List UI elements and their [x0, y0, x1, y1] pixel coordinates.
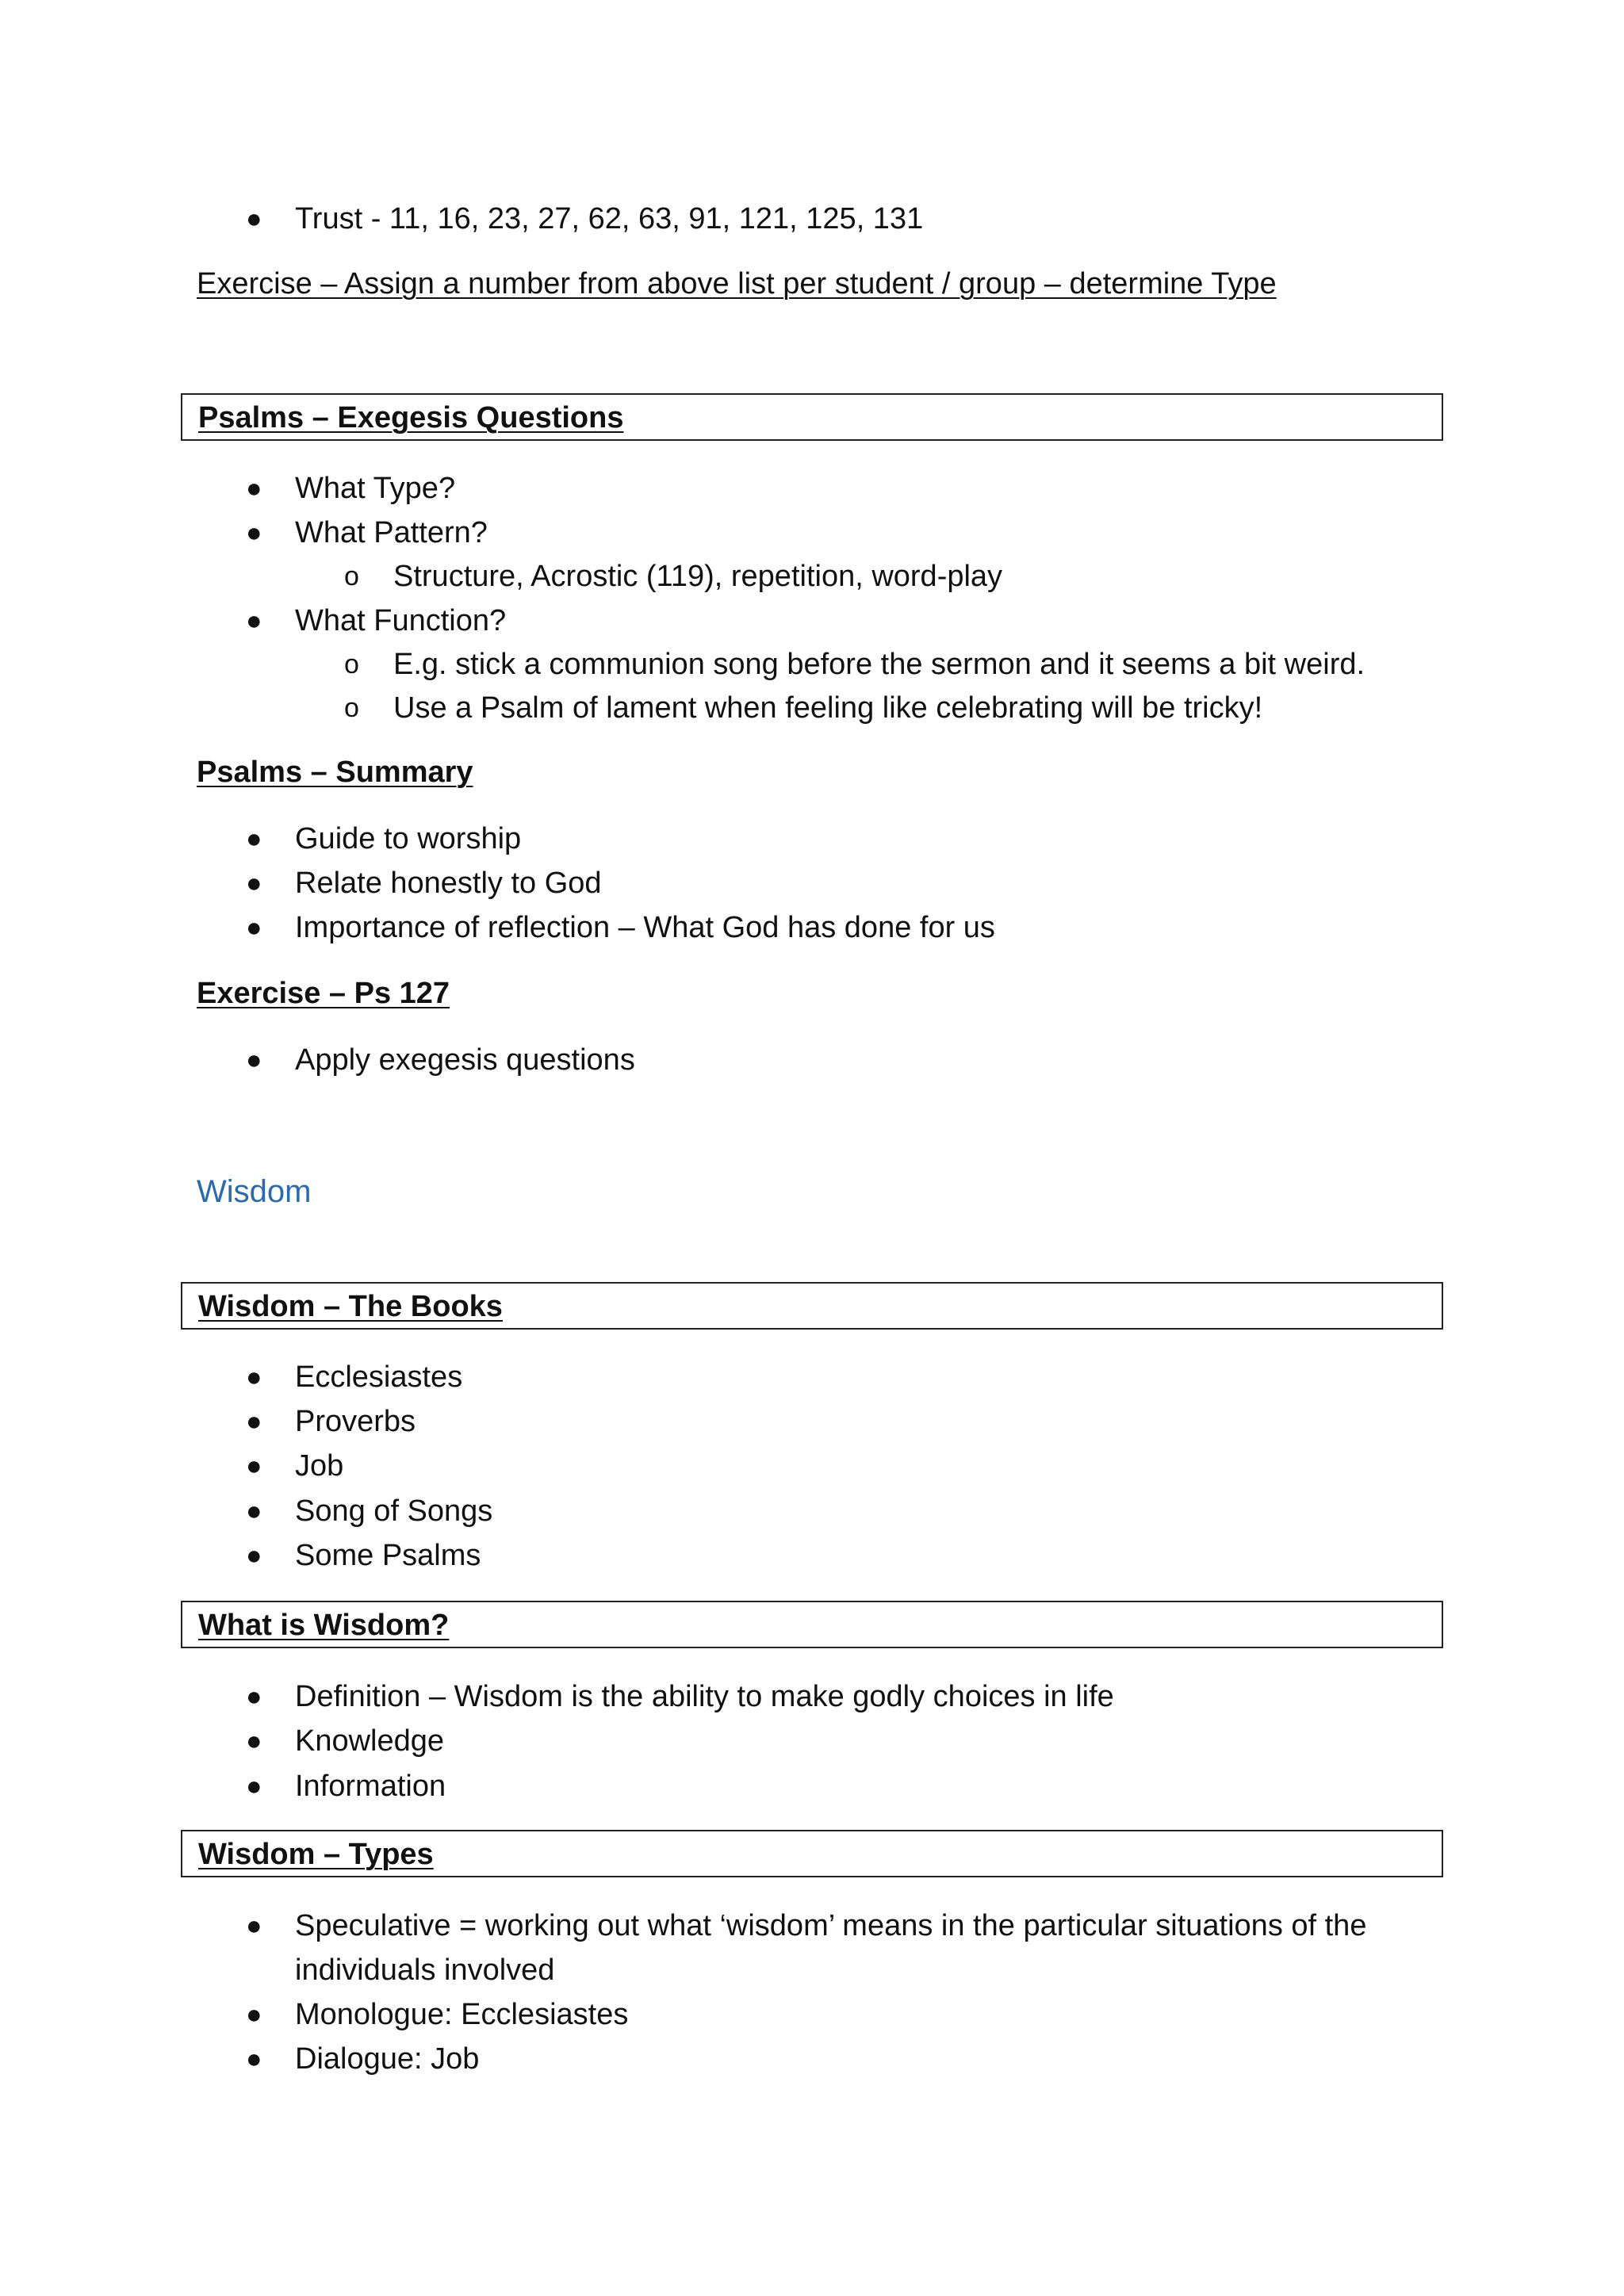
exercise-ps-title: Exercise – Ps 127: [197, 977, 450, 1010]
exercise-assign-line: Exercise – Assign a number from above list per student / group – determine Type: [197, 267, 1277, 300]
bullet-icon: ●: [246, 473, 262, 503]
list-item: Apply exegesis questions: [295, 1043, 635, 1077]
books-heading-box: [181, 1282, 1443, 1330]
bullet-icon: ●: [246, 204, 262, 234]
exegesis-title: Psalms – Exegesis Questions: [198, 401, 624, 434]
bullet-icon: ●: [246, 1362, 262, 1392]
bullet-icon: ●: [246, 824, 262, 854]
bullet-icon: ●: [246, 1999, 262, 2030]
list-item: Guide to worship: [295, 822, 522, 855]
sub-bullet-icon: o: [344, 693, 359, 723]
list-item: What Type?: [295, 472, 456, 505]
bullet-icon: ●: [246, 1726, 262, 1756]
sub-bullet-icon: o: [344, 649, 359, 679]
bullet-icon: ●: [246, 1406, 262, 1437]
bullet-icon: ●: [246, 1496, 262, 1526]
list-item: Job: [295, 1449, 344, 1483]
sub-list-item: Use a Psalm of lament when feeling like celebrating will be tricky!: [393, 691, 1263, 725]
list-item: Ecclesiastes: [295, 1360, 463, 1394]
list-item: Proverbs: [295, 1405, 416, 1438]
bullet-icon: ●: [246, 1451, 262, 1481]
list-item: Dialogue: Job: [295, 2042, 480, 2076]
types-title: Wisdom – Types: [198, 1838, 434, 1871]
bullet-icon: ●: [246, 518, 262, 548]
what-is-heading-box: [181, 1601, 1443, 1648]
bullet-icon: ●: [246, 913, 262, 943]
list-item: What Function?: [295, 604, 507, 637]
list-item: Some Psalms: [295, 1539, 481, 1572]
list-item: Song of Songs: [295, 1494, 493, 1528]
books-title: Wisdom – The Books: [198, 1290, 503, 1323]
bullet-icon: ●: [246, 606, 262, 636]
list-item: Information: [295, 1770, 446, 1803]
list-item: Definition – Wisdom is the ability to make godly choices in life: [295, 1680, 1114, 1713]
sub-bullet-icon: o: [344, 561, 359, 591]
bullet-icon: ●: [246, 1045, 262, 1075]
list-item-continuation: individuals involved: [295, 1954, 555, 1987]
what-is-title: What is Wisdom?: [198, 1609, 450, 1642]
sub-list-item: Structure, Acrostic (119), repetition, word-play: [393, 560, 1003, 593]
wisdom-heading: Wisdom: [197, 1174, 312, 1209]
list-item: What Pattern?: [295, 516, 488, 549]
trust-item: Trust - 11, 16, 23, 27, 62, 63, 91, 121, 125, 131: [295, 202, 924, 235]
bullet-icon: ●: [246, 1682, 262, 1712]
bullet-icon: ●: [246, 868, 262, 898]
bullet-icon: ●: [246, 1540, 262, 1571]
list-item: Relate honestly to God: [295, 867, 602, 900]
list-item: Monologue: Ecclesiastes: [295, 1998, 629, 2031]
list-item: Speculative = working out what ‘wisdom’ means in the particular situations of the: [295, 1909, 1367, 1942]
bullet-icon: ●: [246, 1911, 262, 1941]
list-item: Knowledge: [295, 1724, 445, 1758]
types-heading-box: [181, 1830, 1443, 1877]
exegesis-heading-box: [181, 393, 1443, 441]
list-item: Importance of reflection – What God has done for us: [295, 911, 995, 944]
sub-list-item: E.g. stick a communion song before the sermon and it seems a bit weird.: [393, 648, 1365, 681]
summary-title: Psalms – Summary: [197, 756, 473, 789]
bullet-icon: ●: [246, 1771, 262, 1801]
bullet-icon: ●: [246, 2044, 262, 2074]
